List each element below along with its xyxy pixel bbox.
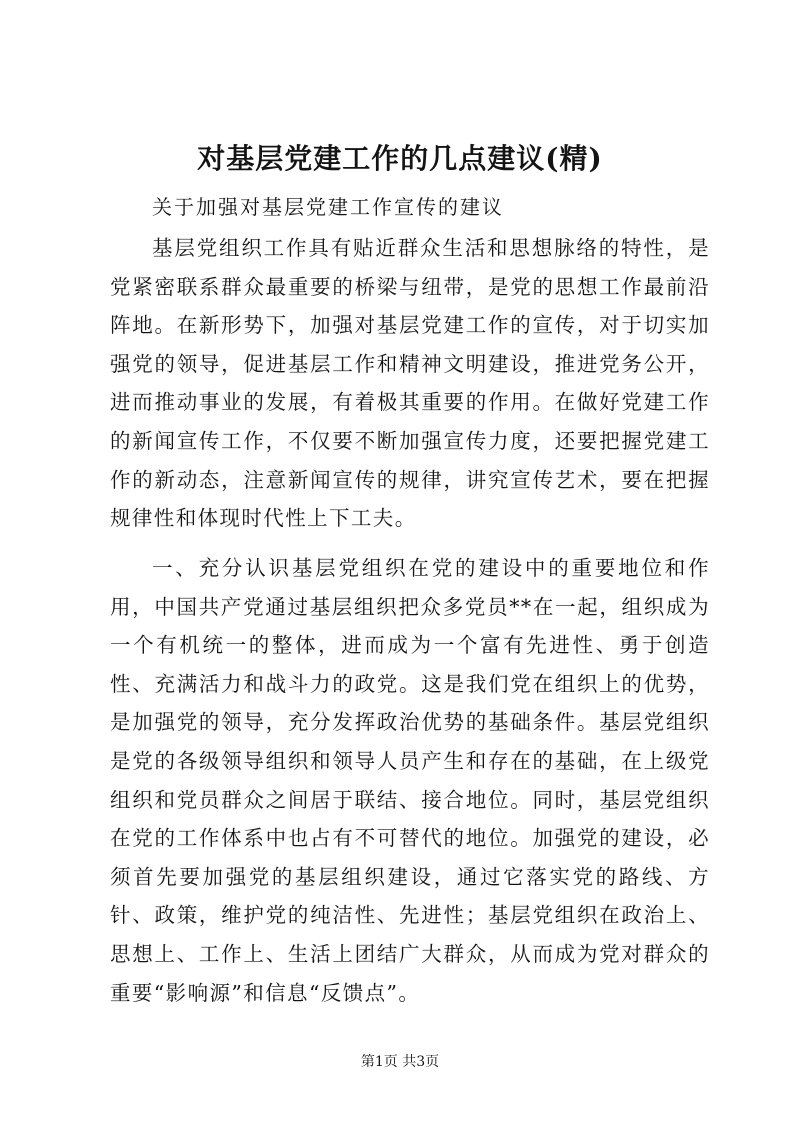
- paragraph-1: 基层党组织工作具有贴近群众生活和思想脉络的特性，是党紧密联系群众最重要的桥梁与纽带，是党的思想工作最前沿阵地。在新形势下，加强对基层党建工作的宣传，对于切实加强党的领导，促进基层工作和精神文明建设，推进党务公开，进而推动事业的发展，有着极其重要的作用。在做好党建工作的新闻宣传工作，不仅要不断加强宣传力度，还要把握党建工作的新动态，注意新闻宣传的规律，讲究宣传艺术，要在把握规律性和体现时代性上下工夫。: [110, 236, 710, 531]
- page-footer: 第1页 共3页: [360, 1054, 440, 1070]
- document-subtitle: 关于加强对基层党建工作宣传的建议: [152, 195, 504, 219]
- document-title: 对基层党建工作的几点建议(精): [197, 142, 603, 175]
- paragraph-2: 一、充分认识基层党组织在党的建设中的重要地位和作用，中国共产党通过基层组织把众多党员**在一起，组织成为一个有机统一的整体，进而成为一个富有先进性、勇于创造性、充满活力和战斗力的政党。这是我们党在组织上的优势，是加强党的领导，充分发挥政治优势的基础条件。基层党组织是党的各级领导组织和领导人员产生和存在的基础，在上级党组织和党员群众之间居于联结、接合地位。同时，基层党组织在党的工作体系中也占有不可替代的地位。加强党的建设，必须首先要加强党的基层组织建设，通过它落实党的路线、方针、政策，维护党的纯洁性、先进性；基层党组织在政治上、思想上、工作上、生活上团结广大群众，从而成为党对群众的重要“影响源”和信息“反馈点”。: [110, 556, 710, 1005]
